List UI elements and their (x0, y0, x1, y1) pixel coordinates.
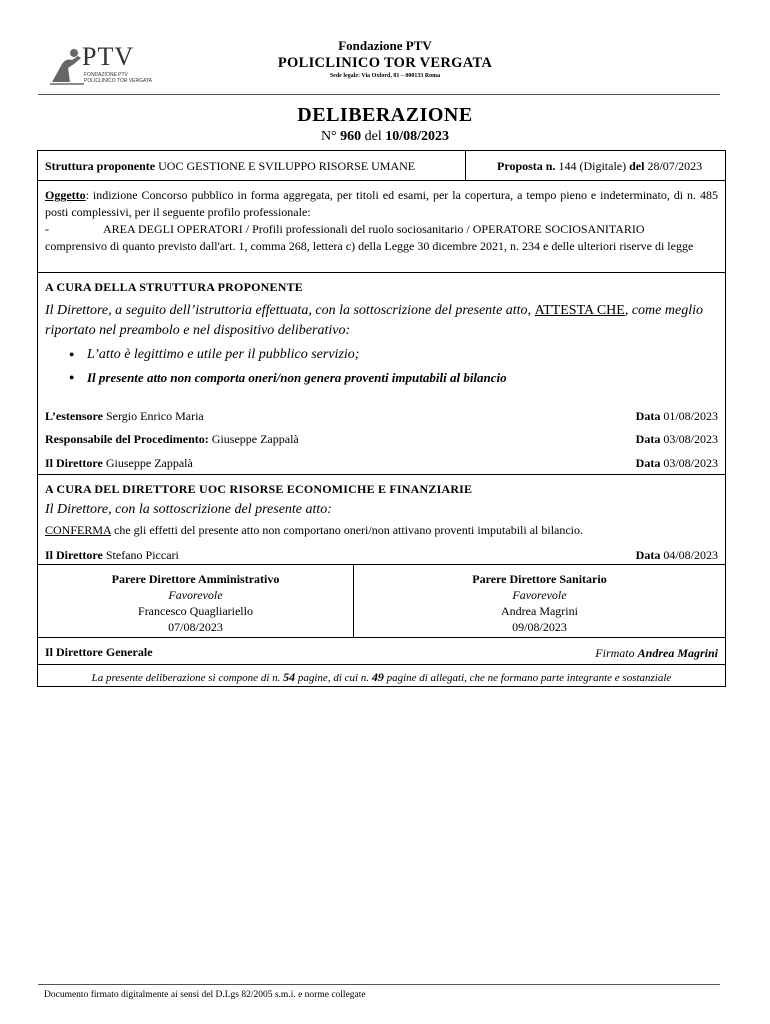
footer-text: Documento firmato digitalmente ai sensi del D.Lgs 82/2005 s.m.i. e norme collegate (44, 990, 366, 1000)
logo-sub-line-1: FONDAZIONE PTV (84, 72, 128, 78)
direttore-label: Il Direttore (45, 548, 103, 562)
economiche-section (37, 474, 726, 565)
attest-bullet-legittimo: ● L’atto è legittimo e utile per il pubblico servizio; (69, 343, 718, 366)
deliberation-date: 10/08/2023 (385, 129, 450, 144)
pages-note-text-1: La presente deliberazione si compone di n. (91, 672, 281, 684)
direttore-proponente-line (45, 456, 718, 471)
direttore-date: 03/08/2023 (663, 456, 718, 470)
parere-sanitario (354, 565, 725, 637)
parere-amm-name: Francesco Quagliariello (138, 604, 253, 618)
signed-prefix: Firmato (595, 646, 635, 660)
attest-list (45, 343, 718, 389)
responsabile-date: 03/08/2023 (663, 432, 718, 446)
struttura-value: UOC GESTIONE E SVILUPPO RISORSE UMANE (158, 159, 416, 173)
conferma-paragraph (45, 523, 718, 538)
oggetto-item (45, 221, 718, 238)
parere-amm-opinion: Favorevole (168, 588, 223, 602)
economiche-title: A CURA DEL DIRETTORE UOC RISORSE ECONOMICHE E FINANZIARIE (45, 482, 473, 496)
parere-amministrativo (38, 565, 354, 637)
data-label: Data (635, 409, 661, 423)
logo-sub-line-2: POLICLINICO TOR VERGATA (84, 77, 152, 84)
data-label: Data (635, 432, 661, 446)
document-title: DELIBERAZIONE (297, 104, 473, 126)
proposta-label: Proposta n. (497, 159, 556, 173)
header-divider (38, 94, 720, 95)
direttore-date-group (636, 456, 718, 471)
hospital-name: POLICLINICO TOR VERGATA (277, 55, 493, 71)
direttore-generale-name: Andrea Magrini (637, 646, 718, 660)
estensore-line (45, 409, 718, 424)
parere-san-title: Parere Direttore Sanitario (472, 572, 607, 586)
parere-amm-title: Parere Direttore Amministrativo (111, 572, 280, 586)
direttore-generale-signature (595, 646, 718, 661)
pages-note-text-2: pagine, di cui n. (297, 672, 370, 684)
proponente-section (37, 272, 726, 475)
pareri-section (37, 564, 726, 638)
number-prefix: N° (320, 129, 337, 144)
oggetto-paragraph (45, 187, 718, 221)
attest-paragraph (45, 301, 718, 341)
proposta-del-label: del (629, 159, 645, 173)
proponente-title: A CURA DELLA STRUTTURA PROPONENTE (45, 280, 303, 294)
estensore-date: 01/08/2023 (663, 409, 718, 423)
parere-san-name: Andrea Magrini (501, 604, 578, 618)
pages-note (37, 664, 726, 687)
direttore-economiche-line (45, 548, 718, 563)
attached-pages: 49 (371, 670, 384, 684)
responsabile-label: Responsabile del Procedimento: (45, 432, 209, 446)
logo-wordmark: PTV (82, 42, 135, 71)
direttore-name: Giuseppe Zappalà (105, 456, 193, 470)
direttore-generale-label: Il Direttore Generale (45, 645, 153, 659)
oggetto-text: : indizione Concorso pubblico in forma aggregata, per titoli ed esami, per la copertura, a tempo pieno e indeterminato, di n. 485 posti complessivi, per il seguente profilo professionale: (45, 188, 718, 219)
conferma-text: che gli effetti del presente atto non comportano oneri/non attivano proventi imputabili al bilancio. (111, 523, 584, 537)
data-label: Data (635, 456, 661, 470)
direttore-date-group (636, 548, 718, 563)
proposta-date: 28/07/2023 (647, 159, 703, 173)
direttore-generale-row (37, 637, 726, 665)
oggetto-section (37, 180, 726, 273)
foundation-name: Fondazione PTV (338, 38, 432, 53)
struttura-label: Struttura proponente (45, 159, 156, 173)
attest-text-after: , come meglio riportato nel preambolo e nel dispositivo deliberativo: (45, 303, 703, 338)
footer-divider (38, 984, 720, 985)
direttore-name: Stefano Piccari (105, 548, 179, 562)
direttore-label: Il Direttore (45, 456, 103, 470)
pages-note-text-3: pagine di allegati, che ne formano parte integrante e sostanziale (386, 672, 672, 684)
legal-address: Sede legale: Via Oxford, 81 – 000133 Roma (329, 73, 441, 79)
conferma: CONFERMA (45, 523, 112, 537)
estensore-name: Sergio Enrico Maria (106, 409, 204, 423)
parere-amm-date: 07/08/2023 (168, 620, 223, 634)
attesta-che: ATTESTA CHE (534, 303, 625, 318)
attest-bullet-oneri: ● Il presente atto non comporta oneri/non genera proventi imputabili al bilancio (69, 366, 718, 389)
responsabile-date-group (636, 432, 718, 447)
proposta-value: 144 (Digitale) (558, 159, 627, 173)
date-prefix: del (364, 129, 382, 144)
estensore-date-group (636, 409, 718, 424)
document-number-line (0, 129, 770, 145)
data-label: Data (635, 548, 661, 562)
deliberation-number: 960 (340, 129, 362, 144)
direttore-date: 04/08/2023 (663, 548, 718, 562)
parere-san-date: 09/08/2023 (512, 620, 567, 634)
attest-text-before: Il Direttore, a seguito dell’istruttoria effettuata, con la sottoscrizione del presente atto, (45, 303, 532, 318)
economiche-intro: Il Direttore, con la sottoscrizione del presente atto: (45, 502, 332, 517)
struttura-row (37, 150, 726, 181)
oggetto-label: Oggetto (45, 188, 86, 202)
oggetto-item-continuation: comprensivo di quanto previsto dall'art. 1, comma 268, lettera c) della Legge 30 dicembre 2021, n. 234 e delle ulteriori riserve di legge (45, 239, 694, 253)
struttura-cell (38, 151, 466, 180)
total-pages: 54 (283, 670, 296, 684)
oggetto-item-text: AREA DEGLI OPERATORI / Profili professionali del ruolo sociosanitario / OPERATORE SOCIOSANITARIO (103, 222, 645, 236)
proposta-cell (466, 151, 725, 180)
oggetto-item-dash: - (45, 222, 49, 236)
parere-san-opinion: Favorevole (512, 588, 567, 602)
responsabile-name: Giuseppe Zappalà (211, 432, 299, 446)
estensore-label: L’estensore (45, 409, 103, 423)
responsabile-line (45, 432, 718, 447)
